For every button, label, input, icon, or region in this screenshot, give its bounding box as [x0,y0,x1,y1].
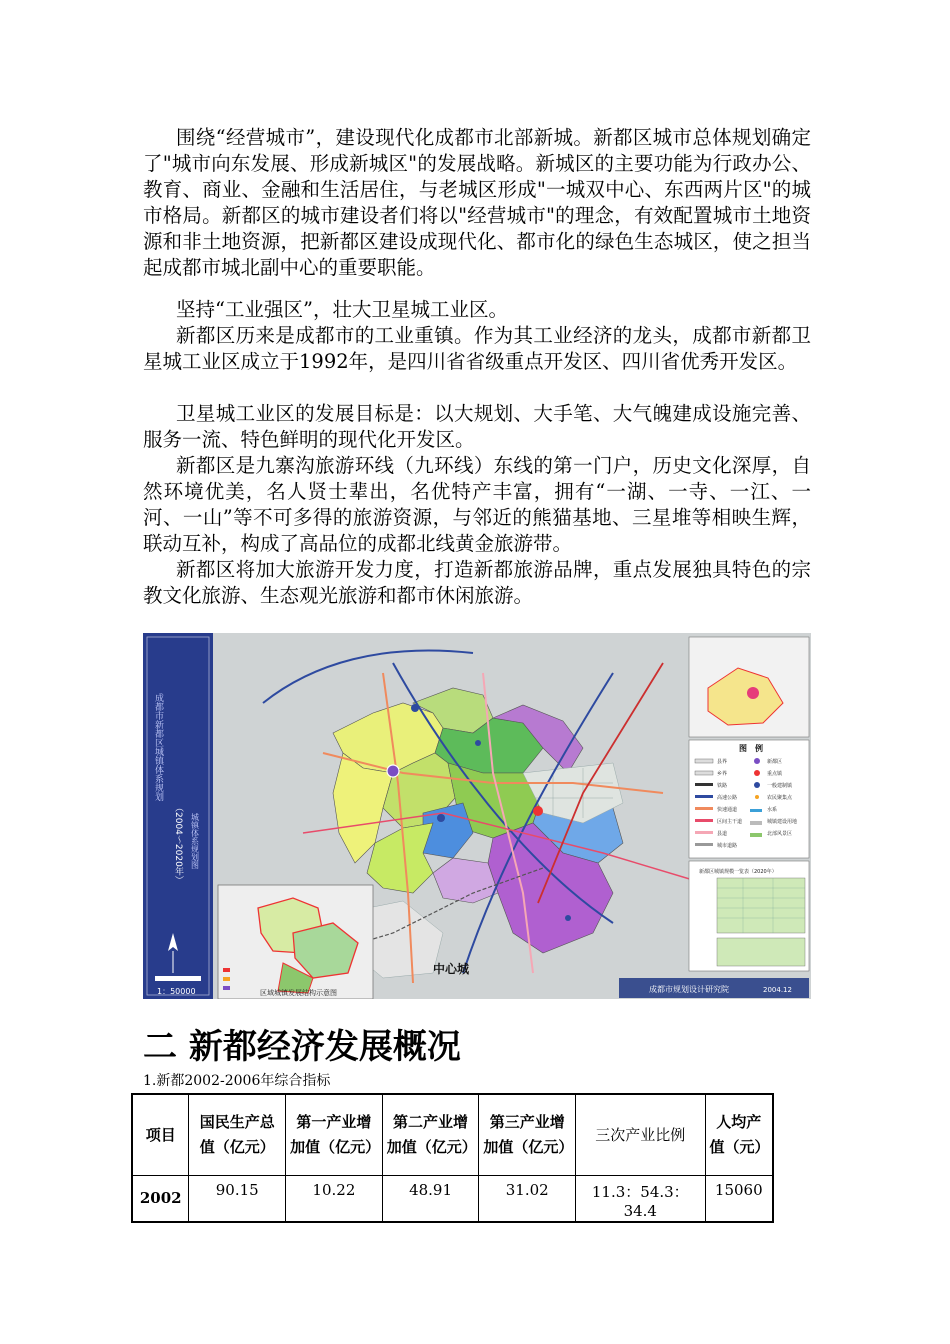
map-side-title: 成都市新都区城镇体系规划 [153,693,163,801]
map-date: 2004.12 [763,986,792,994]
legend-item: 新都区 [767,759,783,765]
legend-item: 铁路 [717,783,728,789]
cell-ratio: 11.3：54.3：34.4 [576,1176,705,1223]
paragraph-new-city: 围绕“经营城市”，建设现代化成都市北部新城。新都区城市总体规划确定了"城市向东发展、形成新城区"的发展战略。新城区的主要功能为行政办公、教育、商业、金融和生活居住，与老城区形成"一城双中心、东西两片区"的城市格局。新都区的城市建设者们将以"经营城市"的理念，有效配置城市土地资源和非土地资源，把新都区建设成现代化、都市化的绿色生态城区，使之担当起成都市城北副中心的重要职能。 [143,126,811,279]
map-side-subtitle: 城镇体系规划图 [190,813,200,869]
table-caption: 1.新都2002-2006年综合指标 [143,1073,331,1089]
paragraph-tourism-development: 新都区将加大旅游开发力度，打造新都旅游品牌，重点发展独具特色的宗教文化旅游、生态观光旅游和都市休闲旅游。 [143,558,811,607]
legend-item: 城镇建设用地 [767,819,798,825]
city-label: 中心城 [433,962,470,976]
indicators-table [131,1093,774,1223]
legend-item: 北部风景区 [767,831,793,837]
cell-tertiary: 31.02 [479,1176,576,1223]
scale-label: 1：50000 [157,987,196,996]
legend-item: 区间主干道 [717,819,743,825]
paragraph-industry-heading: 坚持“工业强区”，壮大卫星城工业区。 [176,298,508,321]
header-tertiary-industry: 第三产业增加值（亿元） [479,1094,576,1176]
cell-gdp: 90.15 [189,1176,286,1223]
cell-year: 2002 [132,1176,189,1223]
section-title: 二 新都经济发展概况 [143,1027,461,1067]
header-gdp: 国民生产总值（亿元） [189,1094,286,1176]
header-per-capita: 人均产值（元） [705,1094,773,1176]
header-industry-ratio: 三次产业比例 [576,1094,705,1176]
map-side-years: （2004～2020年） [173,803,183,885]
legend-title: 图 例 [739,744,763,753]
town-scale-table-lower [717,938,805,966]
scale-bar [155,976,201,981]
legend-item: 水系 [767,807,778,813]
cell-primary: 10.22 [286,1176,383,1223]
paragraph-industry-goal: 卫星城工业区的发展目标是：以大规划、大手笔、大气魄建成设施完善、服务一流、特色鲜明的现代化开发区。 [143,402,811,451]
header-primary-industry: 第一产业增加值（亿元） [286,1094,383,1176]
header-item: 项目 [132,1094,189,1176]
institute-name: 成都市规划设计研究院 [649,985,729,994]
locator-highlight [747,687,759,699]
header-secondary-industry: 第二产业增加值（亿元） [382,1094,479,1176]
urban-system-plan-map [143,633,811,999]
legend-item: 快速通道 [717,807,738,813]
inset-title: 区域城镇发展结构示意图 [260,989,337,997]
legend-item: 重点镇 [767,771,783,777]
paragraph-tourism-resources: 新都区是九寨沟旅游环线（九环线）东线的第一门户，历史文化深厚，自然环境优美，名人贤士辈出，名优特产丰富，拥有“一湖、一寺、一江、一河、一山”等不可多得的旅游资源，与邻近的熊猫基地、三星堆等相映生辉，联动互补，构成了高品位的成都北线黄金旅游带。 [143,454,811,555]
table-row [132,1176,773,1223]
legend-item: 农民聚集点 [767,795,793,801]
legend-item: 城市道路 [717,843,738,849]
cell-per-capita: 15060 [705,1176,773,1223]
legend-item: 乡界 [717,771,728,777]
legend-item: 高速公路 [717,795,738,801]
legend-item: 县界 [717,759,728,765]
town-scale-table-body [717,878,805,933]
legend-item: 县道 [717,831,728,837]
inset-legend [223,968,230,990]
legend-item: 一般建制镇 [767,783,793,789]
paragraph-industry-history: 新都区历来是成都市的工业重镇。作为其工业经济的龙头，成都市新都卫星城工业区成立于1992年，是四川省省级重点开发区、四川省优秀开发区。 [143,324,811,373]
town-scale-table-title: 新都区城镇规模一览表（2020年） [699,869,777,875]
table-header-row [132,1094,773,1176]
cell-secondary: 48.91 [382,1176,479,1223]
